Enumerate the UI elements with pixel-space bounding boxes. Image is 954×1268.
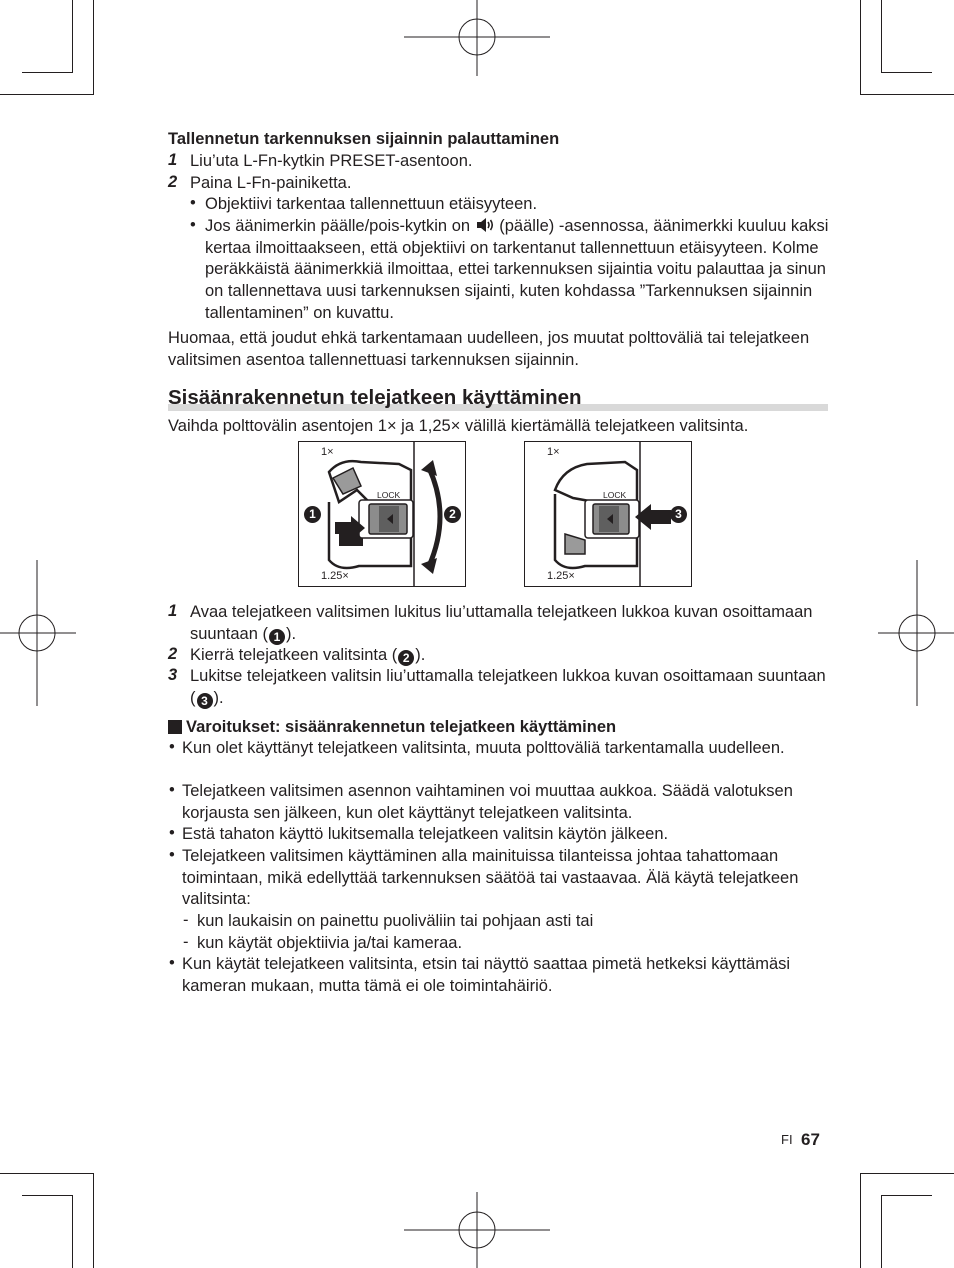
dash: - [183, 911, 189, 929]
registration-mark [0, 560, 76, 706]
registration-mark [404, 0, 550, 76]
step-text [190, 645, 830, 667]
caution-subitem: kun laukaisin on painettu puoliväliin tai pohjaan asti tai [197, 912, 594, 930]
bullet: • [169, 738, 175, 756]
step-number: 3 [168, 666, 178, 684]
speaker-icon [475, 217, 495, 233]
figure-lock [524, 441, 692, 587]
caution-square-icon [168, 720, 182, 734]
lens-illustration [525, 442, 691, 586]
lens-illustration [299, 442, 465, 586]
step-text-part: ). [213, 688, 224, 707]
caution-item: Kun käytät telejatkeen valitsinta, etsin tai näyttö saattaa pimetä hetkeksi käyttämäsi kameran mukaan, mutta tämä ei ole toimintahäiriö. [182, 955, 791, 995]
crop-mark [860, 94, 954, 95]
step-marker: 1 [269, 629, 285, 645]
step-text-part: Kierrä telejatkeen valitsinta ( [190, 646, 398, 664]
step-text-part: Avaa telejatkeen valitsimen lukitus liu’uttamalla telejatkeen lukkoa kuvan osoittamaan suuntaan ( [190, 603, 813, 643]
registration-mark [404, 1192, 550, 1268]
crop-mark [881, 1195, 882, 1268]
step-text-part: Lukitse telejatkeen valitsin liu’uttamalla telejatkeen lukkoa kuvan osoittamaan suuntaan ( [190, 667, 826, 707]
bullet-text: Objektiivi tarkentaa tallennettuun etäisyyteen. [205, 195, 538, 213]
crop-mark [22, 72, 73, 73]
step-number: 1 [168, 602, 178, 620]
step-marker: 2 [398, 650, 414, 666]
figure-label-top: 1× [547, 446, 560, 458]
caution-title: Varoitukset: sisäänrakennetun telejatkeen käyttäminen [186, 718, 617, 736]
step-text-part: ). [415, 646, 426, 664]
bullet-text [205, 216, 830, 325]
crop-mark [93, 0, 94, 95]
crop-mark [881, 1195, 932, 1196]
caution-subitem: kun käytät objektiivia ja/tai kameraa. [197, 934, 463, 952]
bullet: • [190, 216, 196, 234]
figure-label-bottom: 1.25× [547, 570, 575, 582]
crop-mark [0, 94, 94, 95]
caution-item: Telejatkeen valitsimen käyttäminen alla mainituissa tilanteissa johtaa tahattomaan toimintaan, mikä edellyttää tarkennuksen säätöä tai vastaavaa. Älä käytä telejatkeen valitsinta: [182, 847, 799, 909]
step-text-part: ). [285, 624, 297, 643]
crop-mark [72, 1195, 73, 1268]
bullet: • [169, 954, 175, 972]
figure-label-top: 1× [321, 446, 334, 458]
lock-label: LOCK [603, 490, 627, 500]
crop-mark [93, 1173, 94, 1268]
dash: - [183, 933, 189, 951]
bullet-text-part: (päälle) -asennossa, äänimerkki kuuluu kaksi kertaa ilmoittaakseen, että objektiivi on tarkentanut tallennettuun etäisyyteen. Kolme peräkkäistä äänimerkkiä ilmoittaa, ettei tarkennuksen sijaintia voitu palauttaa ja sinun on tallennettava uusi tarkennuksen sijainti, kuten kohdassa ”Tarkennuksen sijainnin tallentaminen” on kuvattu. [205, 217, 829, 322]
step-number: 2 [168, 645, 178, 663]
registration-mark [878, 560, 954, 706]
step-text: Liu’uta L-Fn-kytkin PRESET-asentoon. [190, 152, 473, 170]
crop-mark [72, 0, 73, 73]
marker-1: 1 [304, 506, 321, 523]
marker-2: 2 [444, 506, 461, 523]
step-marker: 3 [197, 693, 213, 709]
crop-mark [860, 1173, 861, 1268]
crop-mark [0, 1173, 94, 1174]
bullet: • [169, 824, 175, 842]
step-text [190, 602, 830, 645]
note-paragraph: Huomaa, että joudut ehkä tarkentamaan uudelleen, jos muutat polttoväliä tai telejatkeen valitsimen asentoa tallennettuasi tarkennuksen sijainnin. [168, 329, 810, 369]
caution-item: Kun olet käyttänyt telejatkeen valitsinta, muuta polttoväliä tarkentamalla uudelleen. [182, 739, 785, 757]
lock-label: LOCK [377, 490, 401, 500]
bullet-text-part: Jos äänimerkin päälle/pois-kytkin on [205, 217, 475, 235]
language-code: FI [781, 1132, 793, 1147]
caution-item: Telejatkeen valitsimen asennon vaihtaminen voi muuttaa aukkoa. Säädä valotuksen korjausta sen jälkeen, kun olet käyttänyt telejatkeen valitsinta. [182, 782, 793, 822]
caution-item: Estä tahaton käyttö lukitsemalla telejatkeen valitsin käytön jälkeen. [182, 825, 669, 843]
subsection-heading: Tallennetun tarkennuksen sijainnin palauttaminen [168, 130, 560, 148]
step-number: 2 [168, 173, 178, 191]
crop-mark [860, 1173, 954, 1174]
section-intro: Vaihda polttovälin asentojen 1× ja 1,25× välillä kiertämällä telejatkeen valitsinta. [168, 417, 749, 435]
step-number: 1 [168, 151, 178, 169]
crop-mark [860, 0, 861, 95]
marker-3: 3 [670, 506, 687, 523]
bullet: • [190, 194, 196, 212]
bullet: • [169, 781, 175, 799]
step-text [190, 666, 830, 709]
crop-mark [881, 72, 932, 73]
step-text: Paina L-Fn-painiketta. [190, 174, 352, 192]
crop-mark [881, 0, 882, 73]
figure-unlock-rotate [298, 441, 466, 587]
page-number: 67 [801, 1130, 820, 1149]
section-title: Sisäänrakennetun telejatkeen käyttäminen [168, 386, 582, 409]
figure-label-bottom: 1.25× [321, 570, 349, 582]
caution-heading [168, 717, 828, 739]
crop-mark [22, 1195, 73, 1196]
bullet: • [169, 846, 175, 864]
